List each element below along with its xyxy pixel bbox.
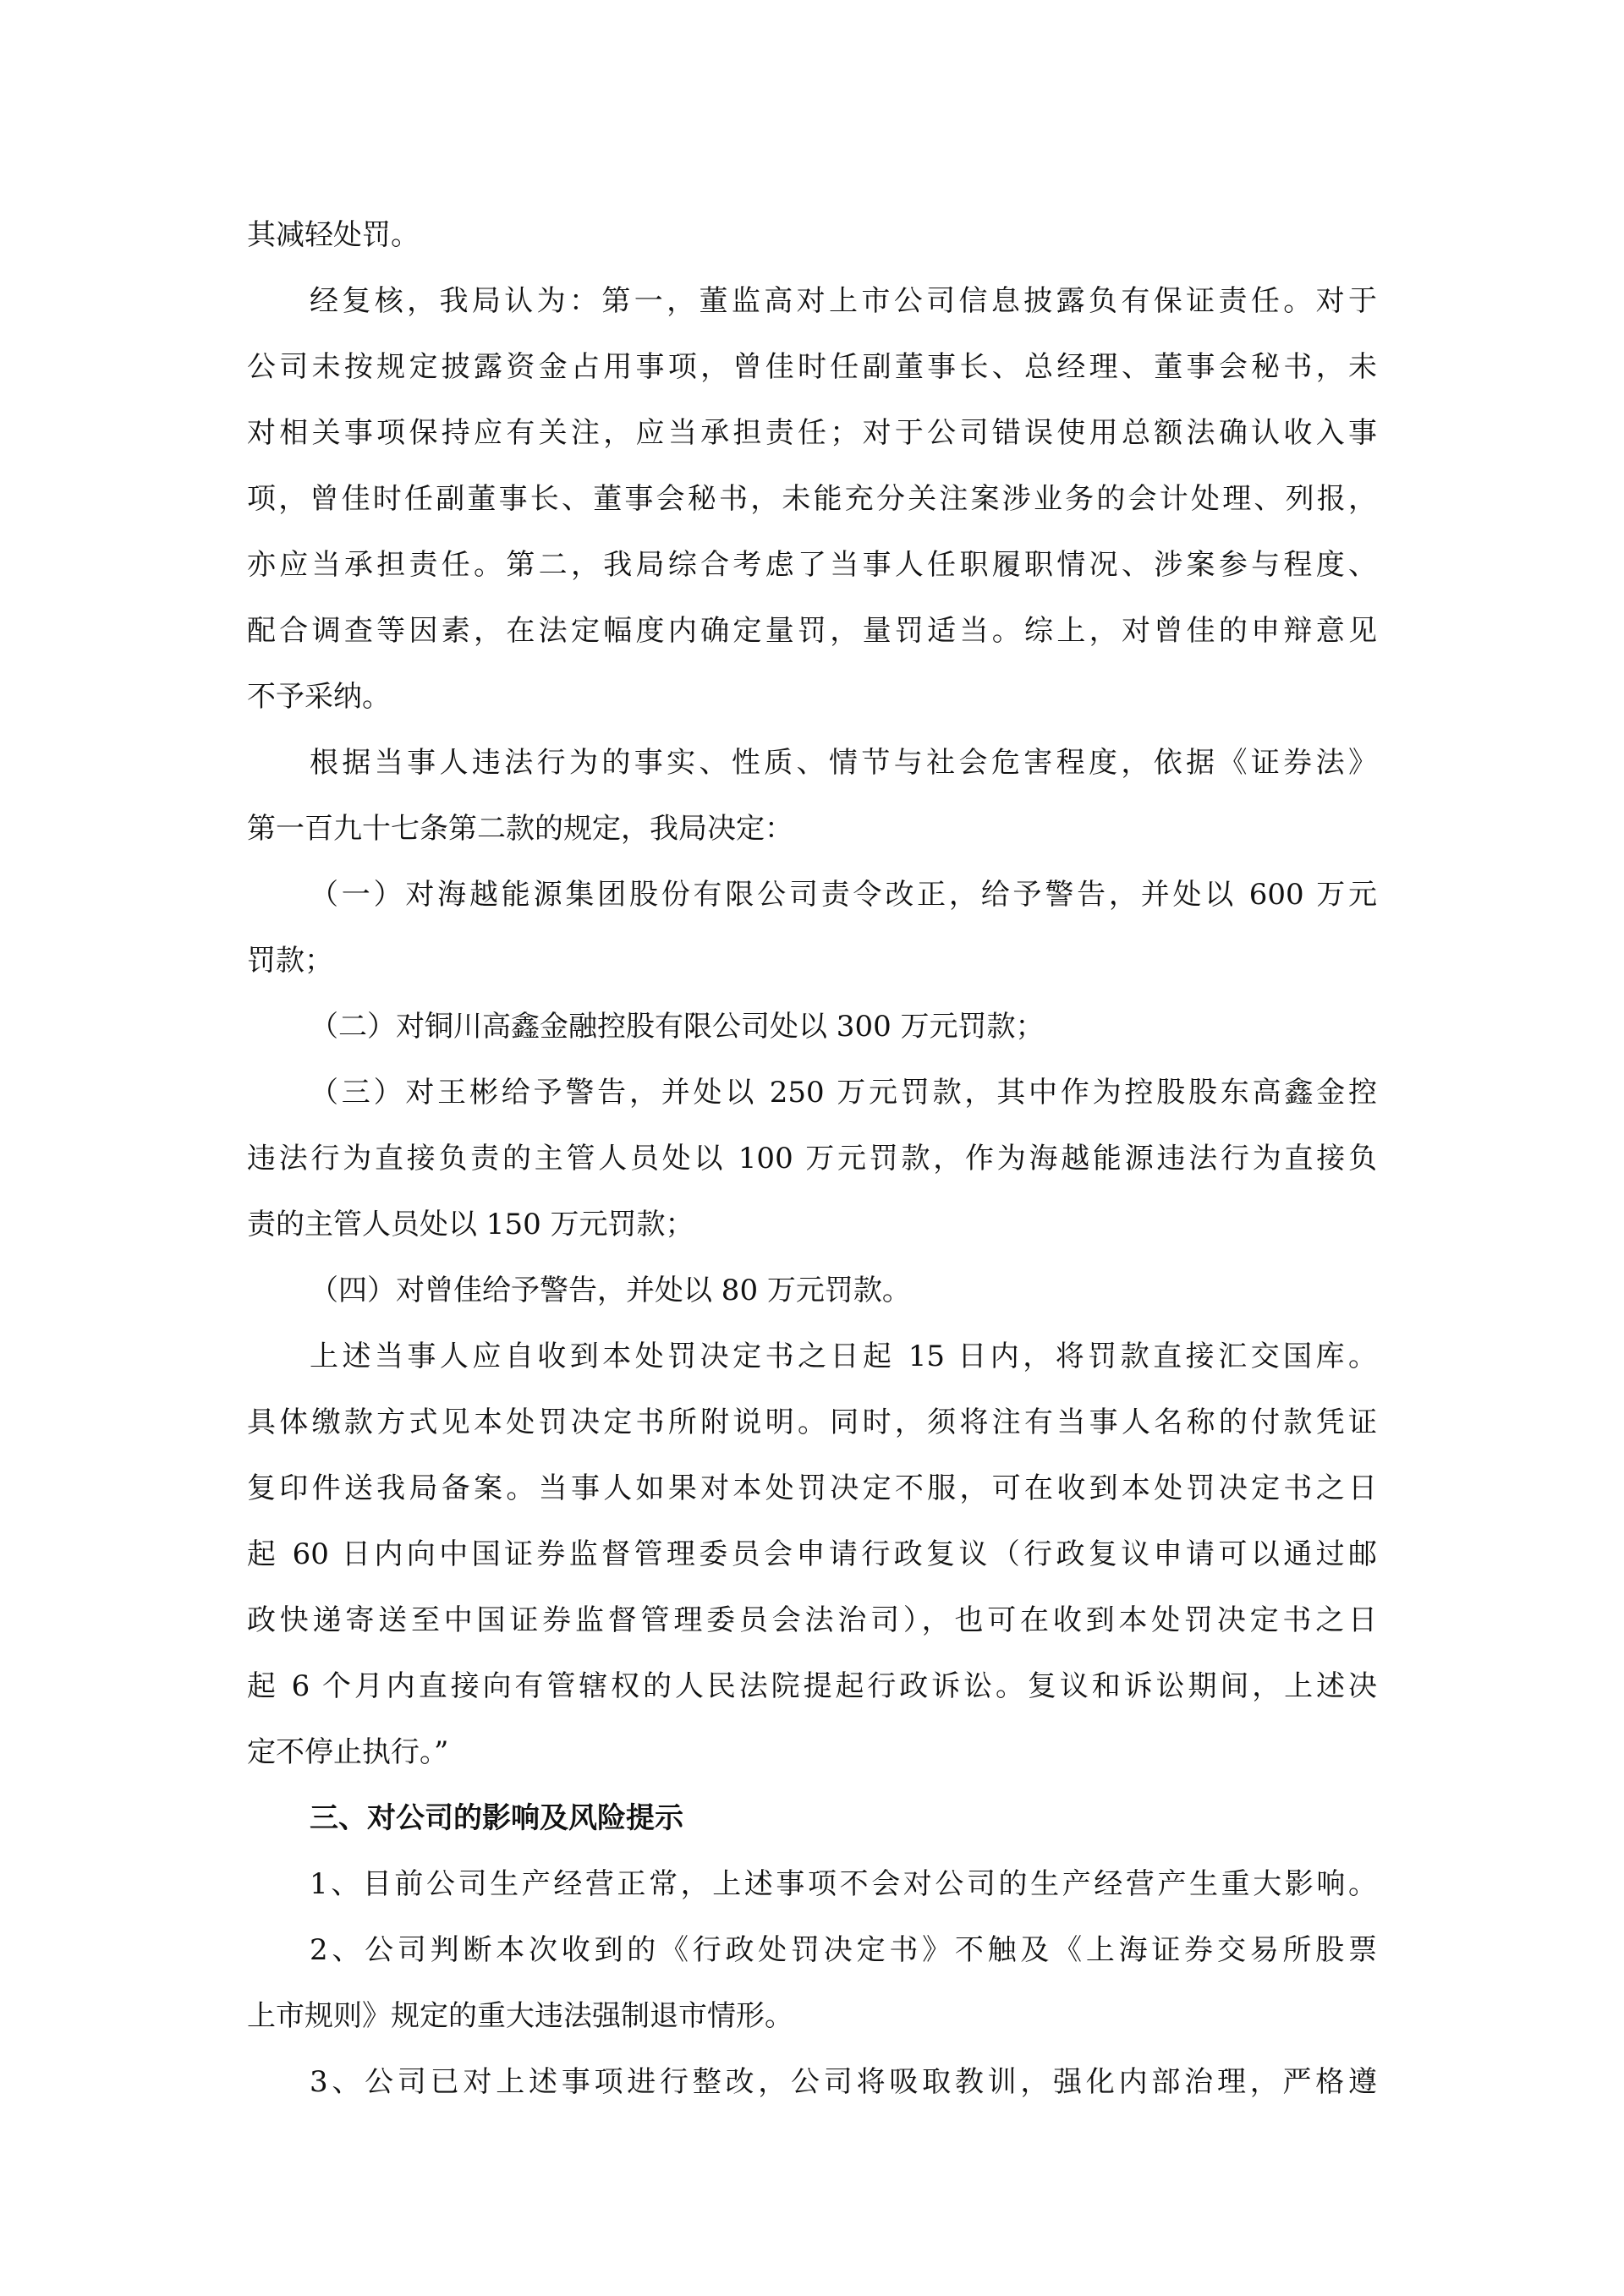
impact-item-2-line: 上市规则》规定的重大违法强制退市情形。 [247, 1999, 793, 2033]
payment-and-appeal-line: 起 60 日内向中国证券监督管理委员会申请行政复议（行政复议申请可以通过邮 [247, 1537, 1377, 1571]
impact-item-3-line: 3、公司已对上述事项进行整改，公司将吸取教训，强化内部治理，严格遵 [310, 2065, 1377, 2099]
decision-item-4-line: （四）对曾佳给予警告，并处以 80 万元罚款。 [310, 1274, 911, 1307]
decision-item-3-line: 违法行为直接负责的主管人员处以 100 万元罚款，作为海越能源违法行为直接负 [247, 1142, 1377, 1175]
payment-and-appeal-line: 具体缴款方式见本处罚决定书所附说明。同时，须将注有当事人名称的付款凭证 [247, 1406, 1377, 1439]
payment-and-appeal-line: 上述当事人应自收到本处罚决定书之日起 15 日内，将罚款直接汇交国库。 [310, 1340, 1377, 1373]
decision-item-3-line: 责的主管人员处以 150 万元罚款； [247, 1208, 694, 1241]
payment-and-appeal-line: 定不停止执行。” [247, 1735, 449, 1769]
review-opinion-line: 对相关事项保持应有关注，应当承担责任；对于公司错误使用总额法确认收入事 [247, 416, 1377, 450]
review-opinion-line: 不予采纳。 [247, 680, 391, 714]
review-opinion-line: 亦应当承担责任。第二，我局综合考虑了当事人任职履职情况、涉案参与程度、 [247, 548, 1377, 582]
legal-basis-line: 第一百九十七条第二款的规定，我局决定： [247, 812, 793, 846]
review-opinion-line: 配合调查等因素，在法定幅度内确定量罚，量罚适当。综上，对曾佳的申辩意见 [247, 614, 1377, 648]
section-heading: 三、对公司的影响及风险提示 [310, 1801, 683, 1835]
review-opinion-line: 项，曾佳时任副董事长、董事会秘书，未能充分关注案涉业务的会计处理、列报， [247, 482, 1377, 516]
decision-item-3-line: （三）对王彬给予警告，并处以 250 万元罚款，其中作为控股股东高鑫金控 [310, 1076, 1377, 1110]
payment-and-appeal-line: 政快递寄送至中国证券监督管理委员会法治司），也可在收到本处罚决定书之日 [247, 1603, 1377, 1637]
review-opinion-line: 公司未按规定披露资金占用事项，曾佳时任副董事长、总经理、董事会秘书，未 [247, 350, 1377, 384]
legal-basis-line: 根据当事人违法行为的事实、性质、情节与社会危害程度，依据《证券法》 [310, 746, 1377, 780]
impact-item-2-line: 2、公司判断本次收到的《行政处罚决定书》不触及《上海证券交易所股票 [310, 1933, 1377, 1967]
decision-item-1-line: 罚款； [247, 944, 333, 978]
review-opinion-line: 经复核，我局认为：第一，董监高对上市公司信息披露负有保证责任。对于 [310, 284, 1377, 318]
payment-and-appeal-line: 复印件送我局备案。当事人如果对本处罚决定不服，可在收到本处罚决定书之日 [247, 1471, 1377, 1505]
impact-item-1-line: 1、目前公司生产经营正常，上述事项不会对公司的生产经营产生重大影响。 [310, 1867, 1377, 1901]
decision-item-1-line: （一）对海越能源集团股份有限公司责令改正，给予警告，并处以 600 万元 [310, 878, 1377, 912]
payment-and-appeal-line: 起 6 个月内直接向有管辖权的人民法院提起行政诉讼。复议和诉讼期间，上述决 [247, 1669, 1377, 1703]
paragraph-continuation-line: 其减轻处罚。 [247, 218, 420, 252]
decision-item-2-line: （二）对铜川高鑫金融控股有限公司处以 300 万元罚款； [310, 1010, 1045, 1044]
